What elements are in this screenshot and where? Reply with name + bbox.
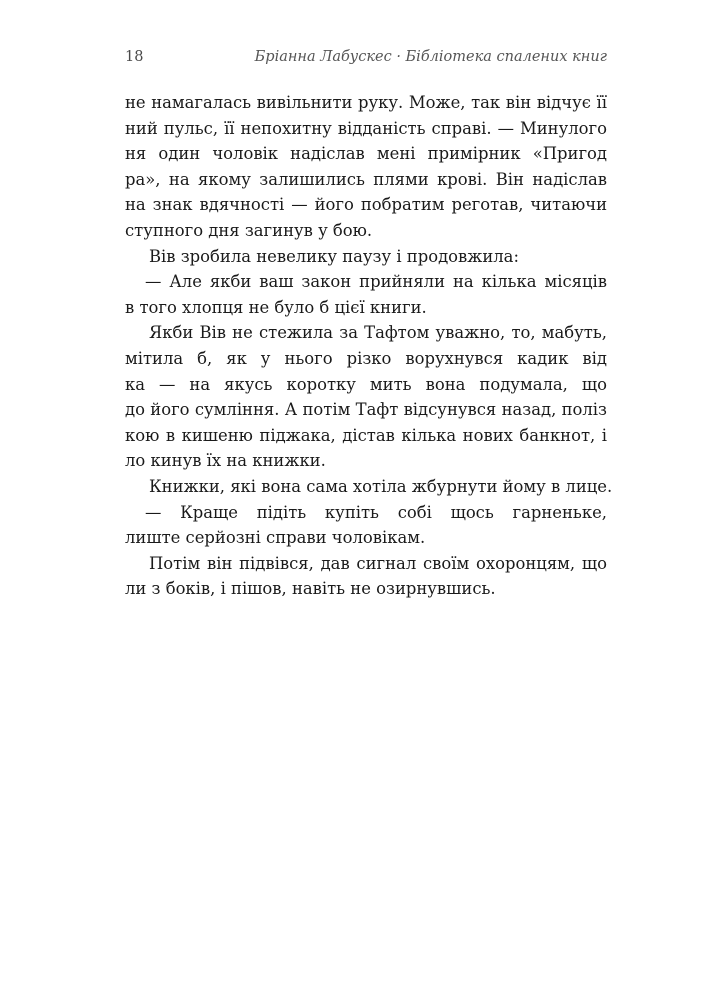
text-line: Якби Вів не стежила за Тафтом уважно, то, мабуть, (149, 323, 607, 343)
running-head (125, 49, 607, 71)
text-line: кою в кишеню піджака, дістав кілька нових банкнот, і (125, 425, 607, 445)
text-line: в того хлопця не було б цієї книги. (125, 297, 427, 317)
text-line: на знак вдячності — його побратим реготав, читаючи (125, 195, 607, 215)
page-number: 18 (125, 49, 144, 65)
text-line: ка — на якусь коротку мить вона подумала, що (125, 374, 607, 394)
text-line: Потім він підвівся, дав сигнал своїм охоронцям, що (149, 553, 607, 573)
text-line: — Але якби ваш закон прийняли на кілька місяців (145, 272, 607, 292)
text-line: ра», на якому залишились плями крові. Він надіслав (125, 169, 607, 189)
text-line: ли з боків, і пішов, навіть не озирнувшись. (125, 579, 496, 599)
text-line: ний пульс, її непохитну відданість справі. — Минулого (125, 118, 607, 138)
text-line: до його сумління. А потім Тафт відсунувся назад, поліз (125, 400, 607, 420)
text-line: ня один чоловік надіслав мені примірник «Пригод (125, 144, 607, 164)
text-line: ло кинув їх на книжки. (125, 451, 326, 471)
text-line: лиште серйозні справи чоловікам. (125, 528, 426, 548)
text-line: не намагалась вивільнити руку. Може, так він відчує її (125, 93, 607, 112)
text-line: — Краще підіть купіть собі щось гарненьке, (145, 502, 607, 522)
text-line: мітила б, як у нього різко ворухнувся кадик від (125, 348, 607, 368)
text-line: Вів зробила невелику паузу і продовжила: (149, 246, 519, 266)
text-line: ступного дня загинув у бою. (125, 220, 373, 240)
author-and-book-title: Бріанна Лабускес · Бібліотека спалених книг (254, 49, 607, 65)
body-text (125, 90, 613, 602)
text-line: Книжки, які вона сама хотіла жбурнути йому в лице. (149, 476, 613, 496)
